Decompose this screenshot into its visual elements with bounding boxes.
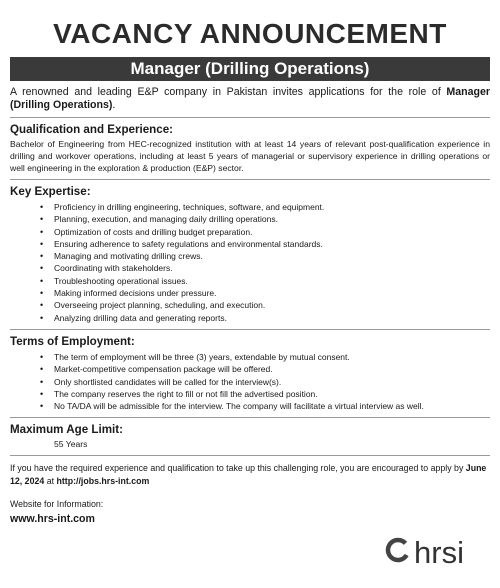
hrsi-ring-icon <box>385 537 411 568</box>
age-value: 55 Years <box>54 439 88 450</box>
divider <box>10 455 490 456</box>
closing-mid: at <box>44 476 57 487</box>
list-item: • Proficiency in drilling engineering, techniques, software, and equipment. <box>54 201 490 213</box>
list-item: • Optimization of costs and drilling budget preparation. <box>54 226 490 238</box>
intro-paragraph <box>10 86 490 112</box>
page-title: VACANCY ANNOUNCEMENT <box>53 18 447 49</box>
list-item: • Planning, execution, and managing daily drilling operations. <box>54 213 490 225</box>
logo-text: hrsi <box>414 535 464 570</box>
qualification-text: Bachelor of Engineering from HEC-recognized institution with at least 14 years of relevant post-qualification experience in drilling and workover operations, including at least 5 years of managerial or supervisory experience in drilling operations or well engineering in the exploration & production (E&P) sector. <box>10 139 490 173</box>
list-item: • The company reserves the right to fill or not fill the advertised position. <box>54 388 490 400</box>
list-item: • Only shortlisted candidates will be called for the interview(s). <box>54 376 490 388</box>
intro-text: A renowned and leading E&P company in Pakistan invites applications for the role of <box>10 86 447 98</box>
terms-heading: Terms of Employment: <box>10 334 135 348</box>
terms-list <box>10 351 490 412</box>
divider <box>10 179 490 180</box>
website-label: Website for Information: <box>10 498 104 509</box>
qualification-heading: Qualification and Experience: <box>10 123 173 136</box>
list-item: • Analyzing drilling data and generating reports. <box>54 312 490 324</box>
list-item: • Making informed decisions under pressure. <box>54 287 490 299</box>
expertise-heading: Key Expertise: <box>10 185 91 198</box>
list-item: • Ensuring adherence to safety regulations and environmental standards. <box>54 238 490 250</box>
closing-paragraph <box>10 462 490 487</box>
list-item: • The term of employment will be three (3) years, extendable by mutual consent. <box>54 351 490 363</box>
intro-end: . <box>112 99 116 111</box>
list-item: • Managing and motivating drilling crews. <box>54 250 490 262</box>
age-heading: Maximum Age Limit: <box>10 423 123 437</box>
list-item: • Coordinating with stakeholders. <box>54 262 490 274</box>
divider <box>10 417 490 418</box>
apply-link[interactable]: http://jobs.hrs-int.com <box>56 476 150 487</box>
divider <box>10 329 490 330</box>
closing-text: If you have the required experience and qualification to take up this challenging role, you are encouraged to apply by <box>10 463 466 474</box>
deadline: June 12, 2024 <box>10 463 487 487</box>
position-banner: Manager (Drilling Operations) <box>10 57 490 81</box>
vacancy-announcement <box>0 17 500 588</box>
list-item: • Market-competitive compensation package will be offered. <box>54 363 490 375</box>
list-item: • Overseeing project planning, scheduling, and execution. <box>54 299 490 311</box>
list-item: • Troubleshooting operational issues. <box>54 275 490 287</box>
expertise-list <box>10 201 490 324</box>
website-link[interactable]: www.hrs-int.com <box>10 512 95 525</box>
list-item: • No TA/DA will be admissible for the interview. The company will facilitate a virtual interview as well. <box>54 400 490 412</box>
intro-role: Manager (Drilling Operations) <box>10 86 490 111</box>
divider <box>10 117 490 118</box>
hrsi-logo <box>385 537 464 568</box>
